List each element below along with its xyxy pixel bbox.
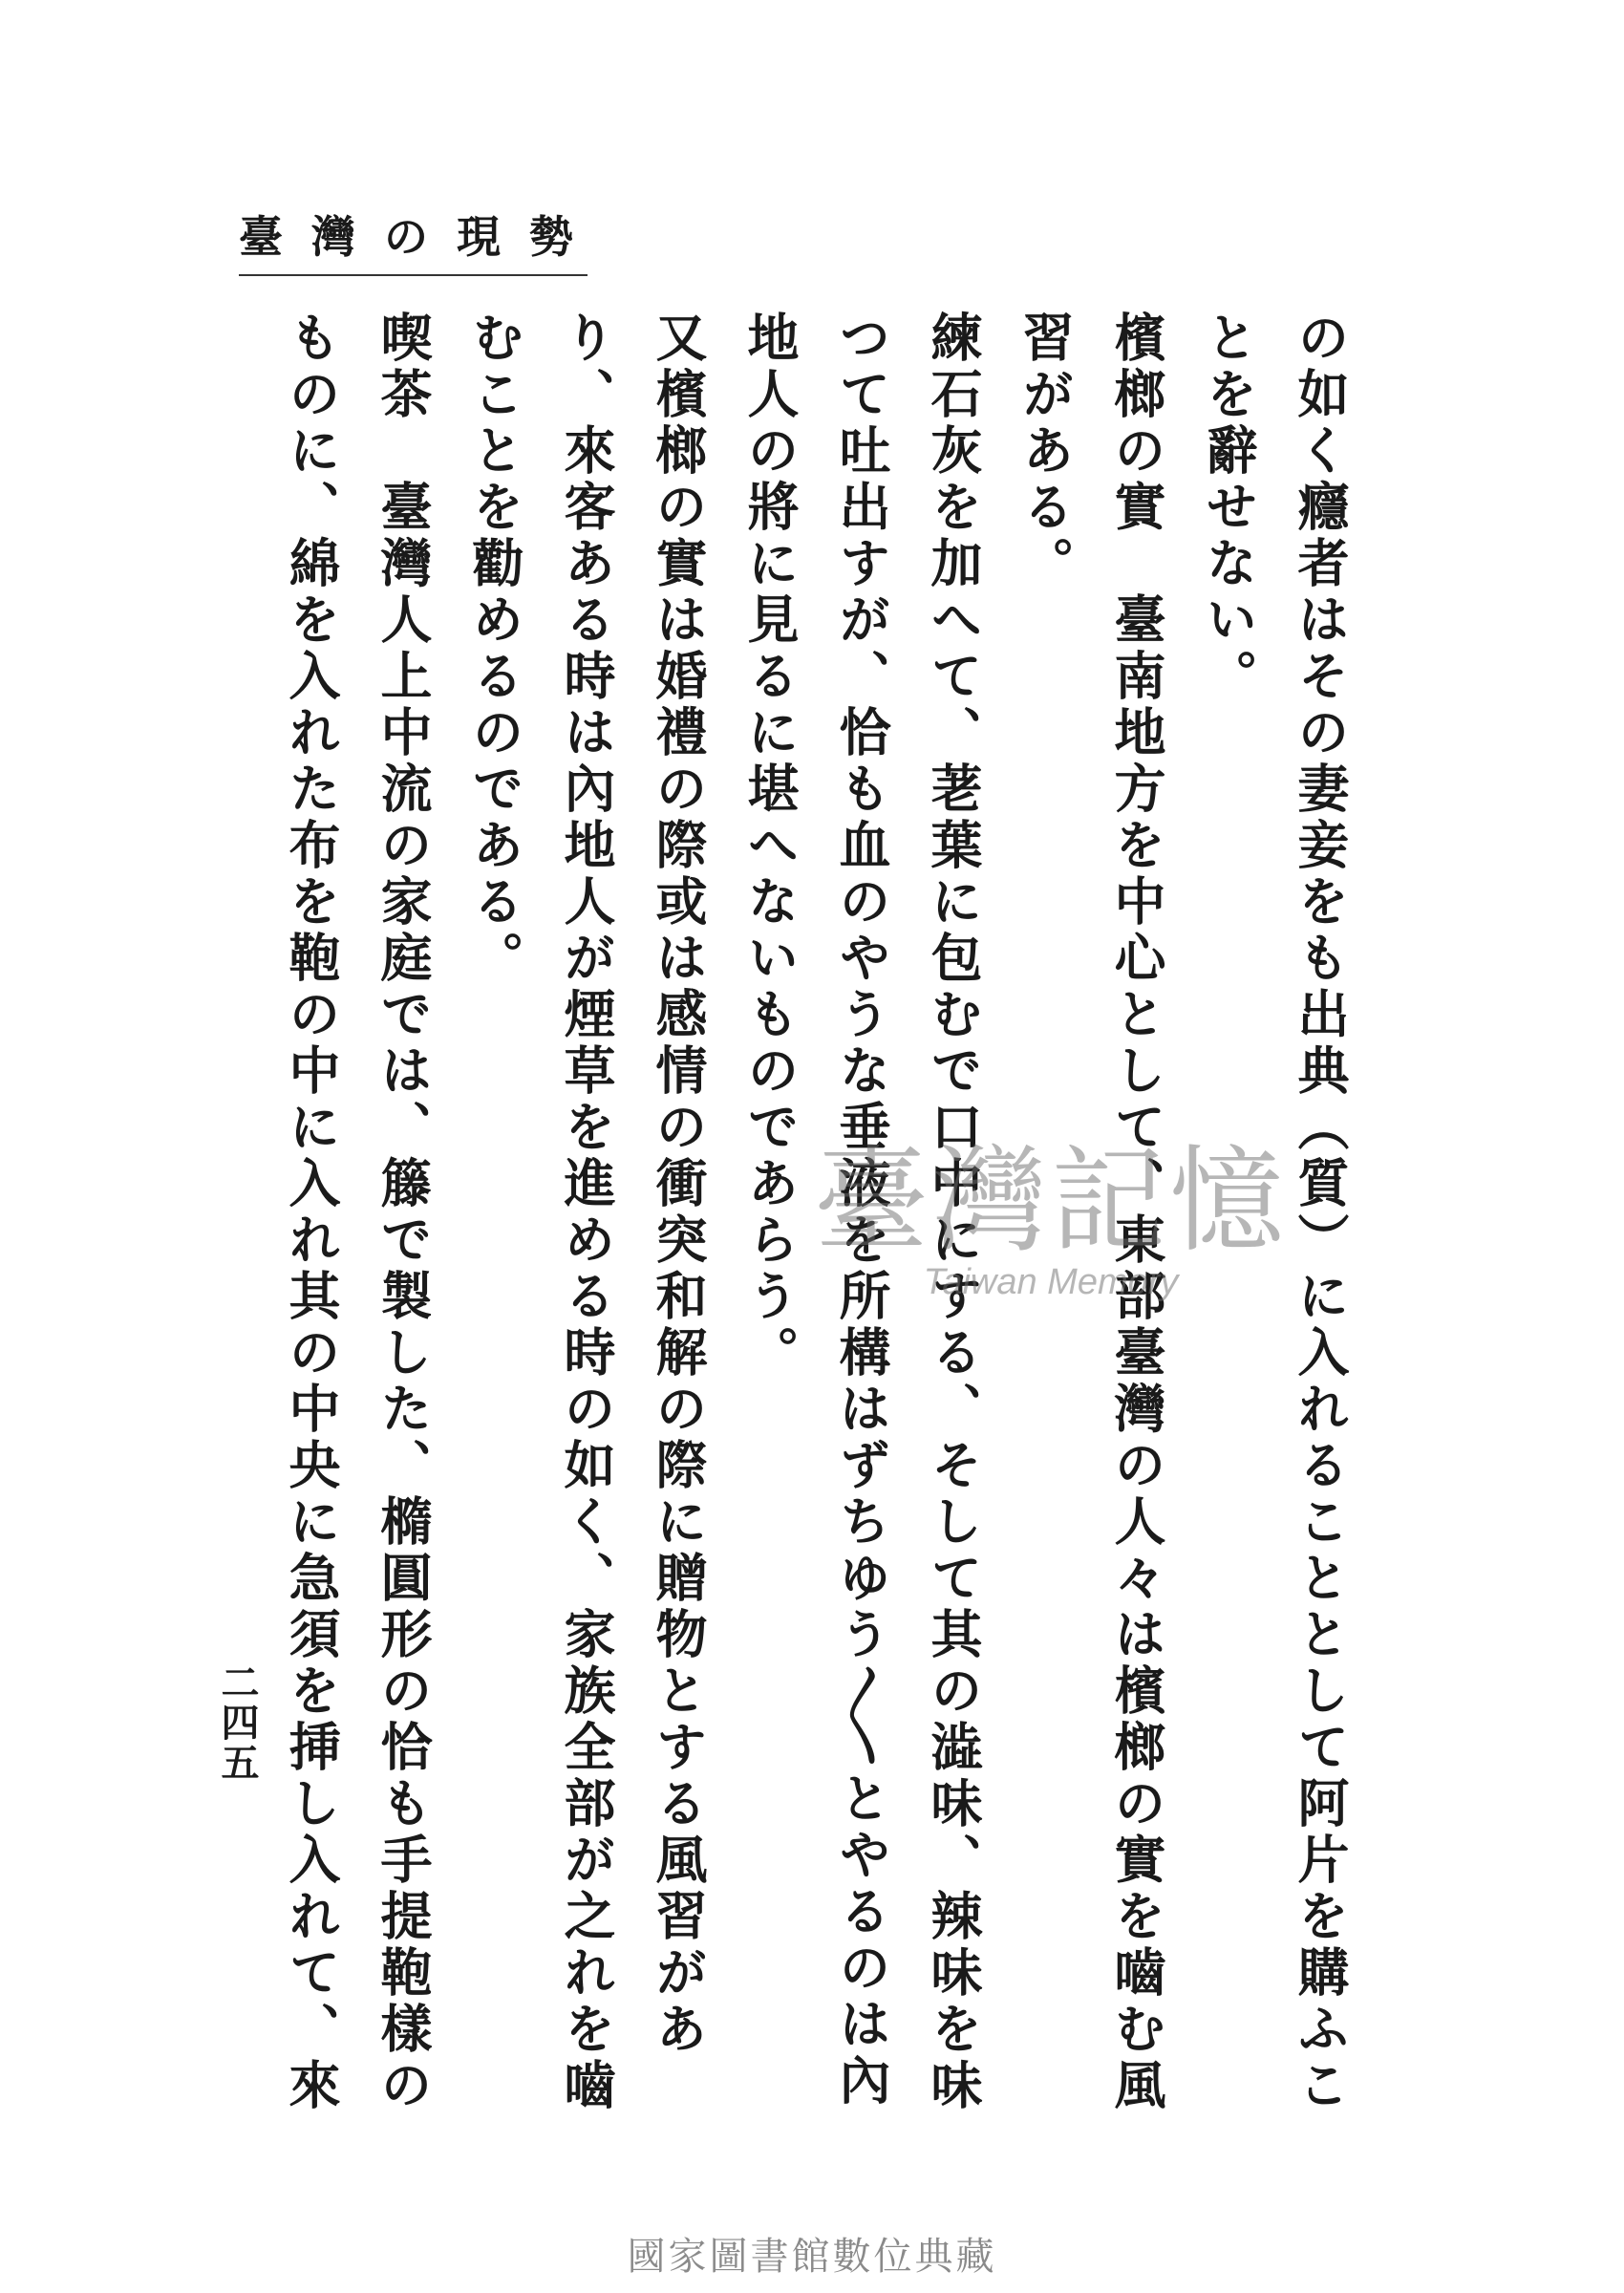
watermark-logo-text: 臺灣記憶 [814, 1135, 1288, 1268]
paragraph: 喫茶 臺灣人上中流の家庭では、籐で製した、橢圓形の恰も手提鞄樣のものに、綿を入れた布を鞄の中に入れ其の中央に急須を挿し入れて、來 [281, 311, 434, 2114]
paragraph: の如く癮者はその妻妾をも出典（質）に入れることとして阿片を購ふことを辭せない。 [1198, 311, 1351, 2114]
header-rule [239, 274, 588, 276]
paragraph: 又檳榔の實は婚禮の際或は感情の衝突和解の際に贈物とする風習があり、來客ある時は內地人が煙草を進める時の如く、家族全部が之れを嚙むことを勸めるのである。 [464, 311, 709, 2114]
watermark-subtitle: Taiwan Memory [923, 1262, 1179, 1302]
running-header: 臺灣の現勢 [239, 211, 602, 263]
footer-credit: 國家圖書館數位典藏 [627, 2235, 997, 2279]
page-number: 二四五 [215, 1662, 260, 1783]
paragraph: 檳榔の實 臺南地方を中心として、東部臺灣の人々は檳榔の實を嚙む風習がある。 [1015, 311, 1167, 2114]
body-text [277, 311, 1366, 2154]
paragraph: 練石灰を加へて、荖葉に包むで口中にする、そして其の澁味、辣味を味つて吐出すが、恰も血のやうな垂液を所構はずちゆう〳〵とやるのは內地人の將に見るに堪へないものであらう。 [739, 311, 984, 2114]
